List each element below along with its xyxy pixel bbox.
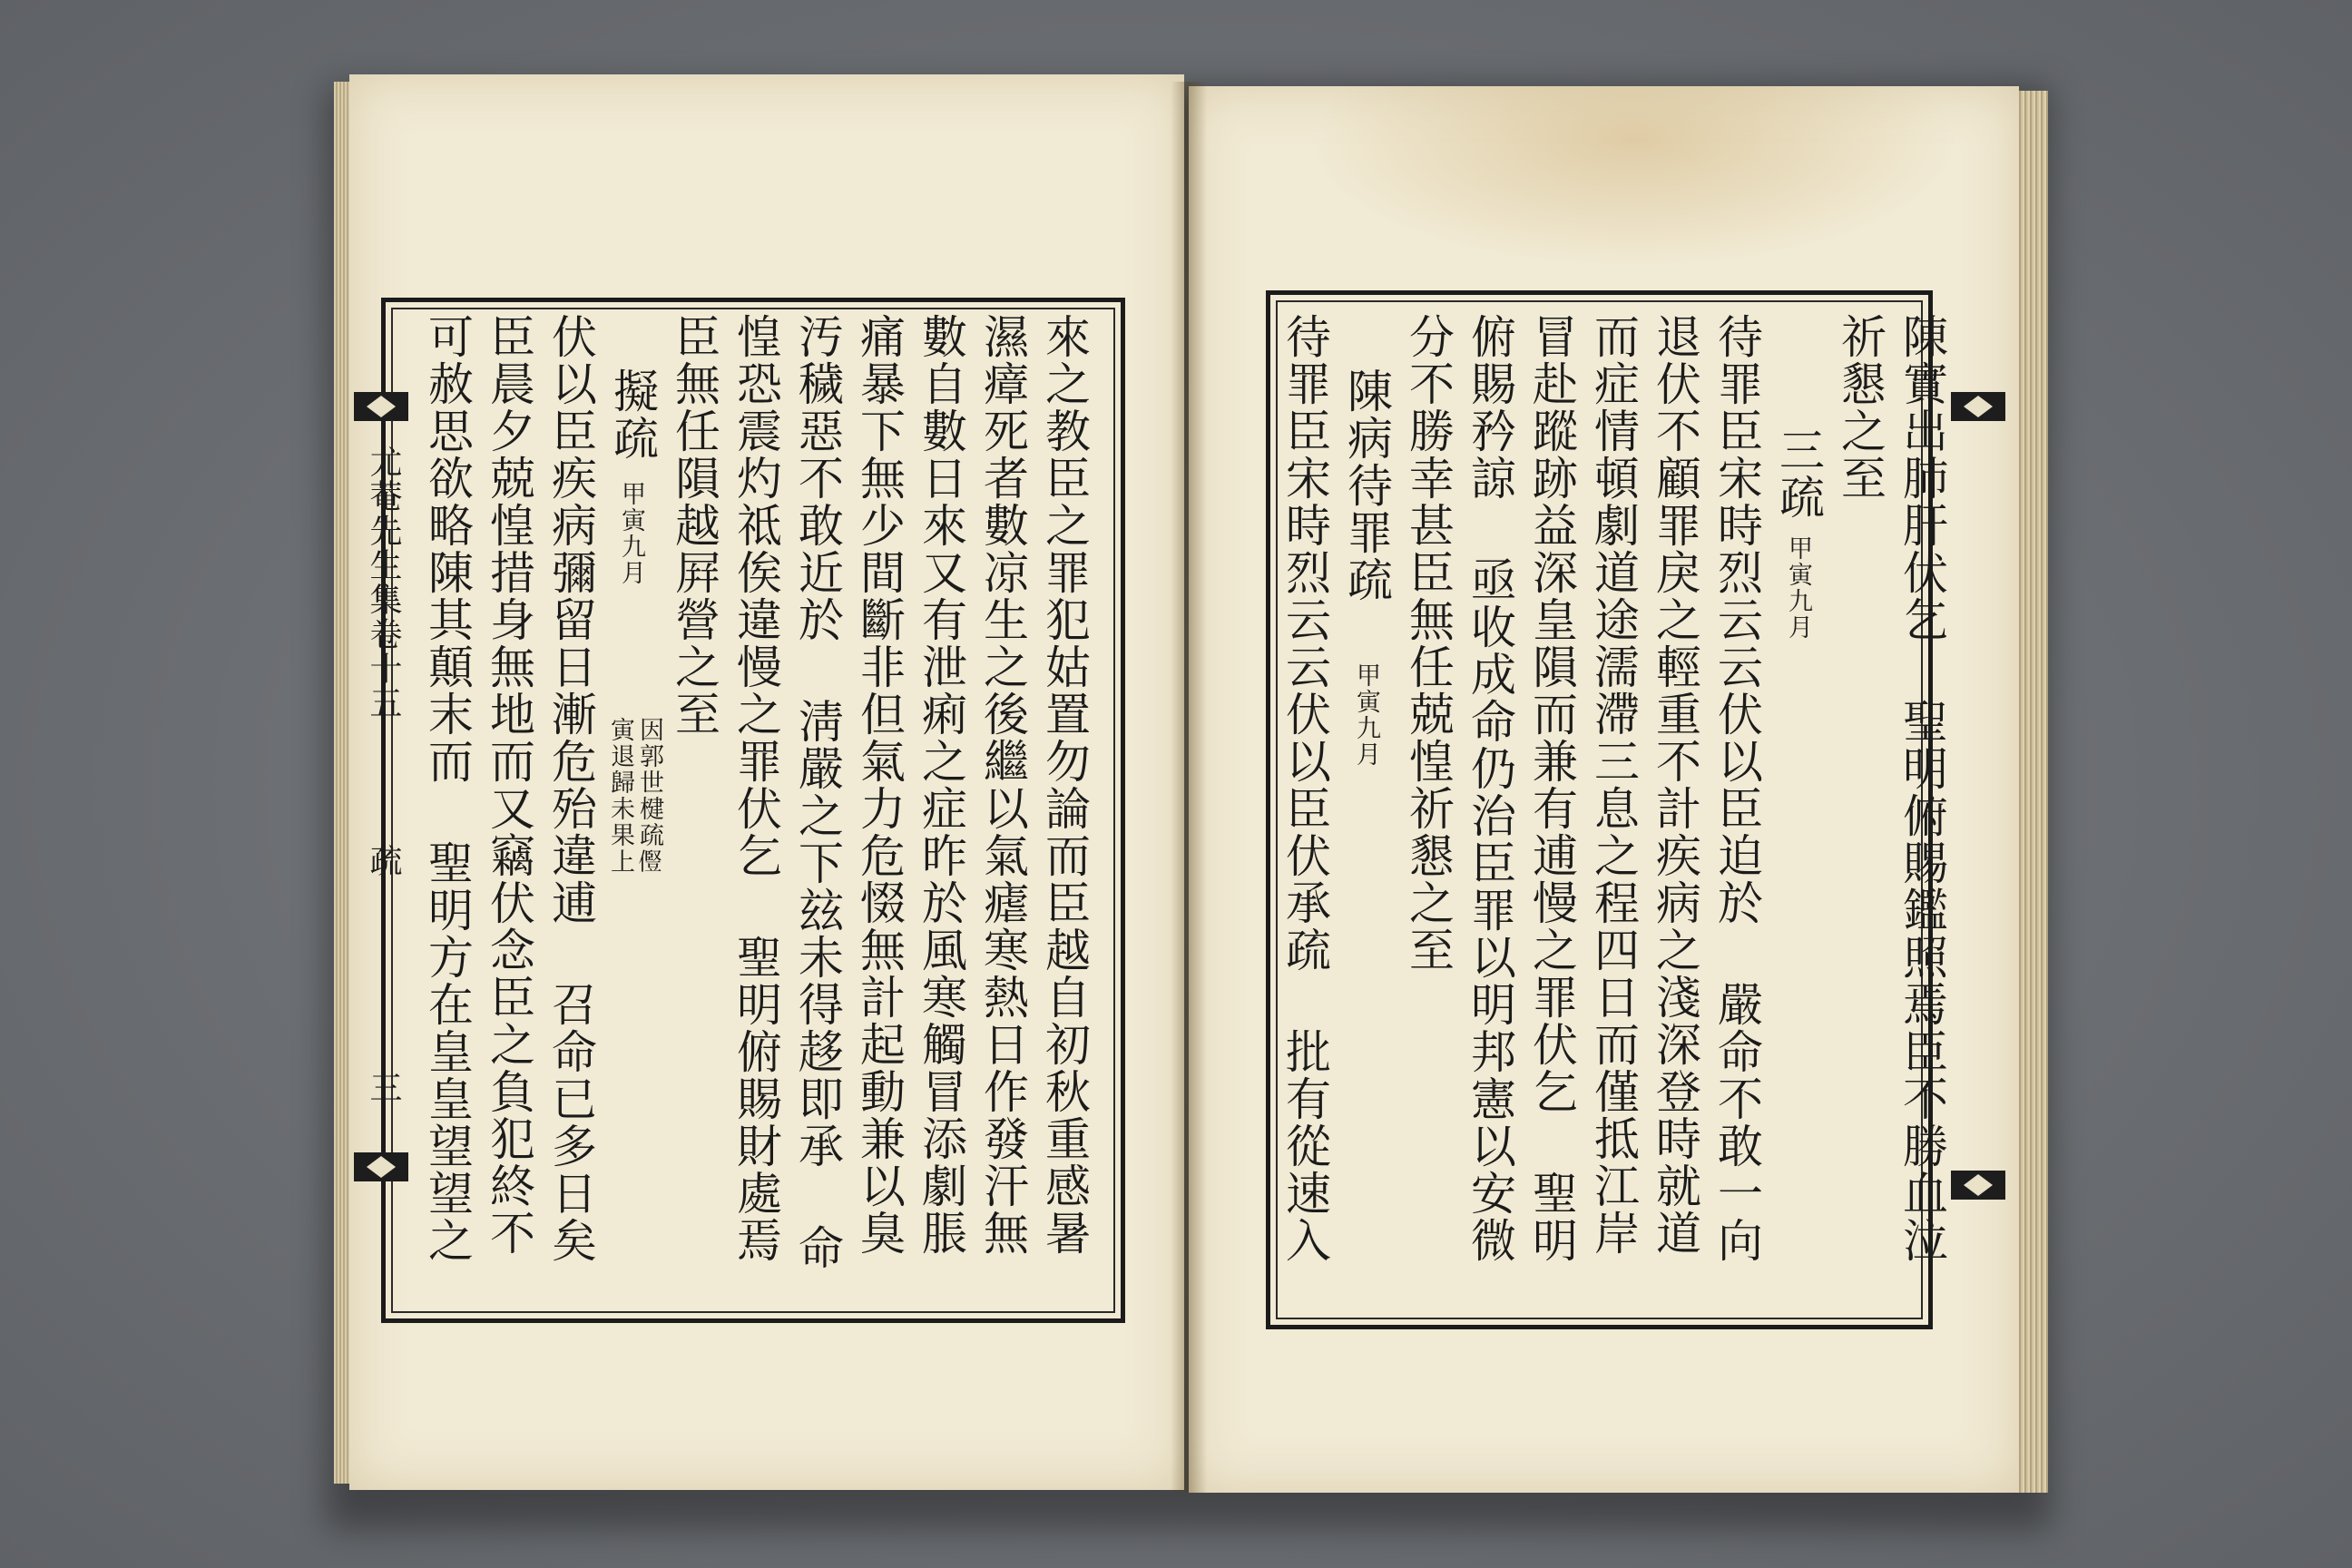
left-margin-page: 三 xyxy=(365,1071,402,1105)
left-column-heading-draft: 擬疏 xyxy=(606,368,659,462)
right-column-heading-third: 三疏 xyxy=(1772,426,1825,521)
right-column-4: 待罪臣宋時烈云云伏以臣迫於 嚴命不敢一向 xyxy=(1710,313,1763,1264)
right-column-5: 退伏不顧罪戾之輕重不計疾病之淺深登時就道 xyxy=(1649,313,1701,1257)
fishtail-mark-bottom-right xyxy=(1951,1171,2005,1200)
left-column-5: 臣無任隕越屛營之至 xyxy=(668,313,720,738)
left-column-11: 來之教臣之罪犯姑置勿論而臣越自初秋重感暑 xyxy=(1038,313,1091,1257)
right-column-9: 分不勝幸甚臣無任兢惶祈懇之至 xyxy=(1402,313,1455,974)
left-column-10: 濕瘴死者數凉生之後繼以氣瘧寒熱日作發汗無 xyxy=(976,313,1029,1257)
left-interlinear-note-2: 寅退歸未果上 xyxy=(606,717,634,875)
left-column-8: 痛暴下無少間斷非但氣力危惙無計起動兼以臭 xyxy=(853,313,906,1257)
fishtail-mark-top-left xyxy=(354,392,408,421)
right-column-6: 而症情頓劇道途濡滯三息之程四日而僅抵江岸 xyxy=(1587,313,1640,1257)
left-margin-title: 尤菴先生集卷十五 xyxy=(365,445,402,720)
left-margin-section: 疏 xyxy=(365,844,402,878)
right-column-8: 俯賜矜諒 亟收成命仍治臣罪以明邦憲以安微 xyxy=(1464,313,1516,1264)
book-gutter xyxy=(1171,82,1207,1493)
left-column-7: 汚穢惡不敢近於 淸嚴之下玆未得趍即承 命 xyxy=(791,313,844,1271)
left-column-2: 臣晨夕兢惶措身無地而又竊伏念臣之負犯終不 xyxy=(483,313,535,1257)
right-column-11: 待罪臣宋時烈云云伏以臣伏承疏 批有從速入 xyxy=(1279,313,1331,1264)
fishtail-mark-bottom-left xyxy=(354,1152,408,1181)
right-date-note-2: 甲寅九月 xyxy=(1352,662,1380,768)
left-column-3: 伏以臣疾病彌留日漸危殆違逋 召命已多日矣 xyxy=(544,313,597,1264)
left-column-1: 可赦思欲略陳其顛末而 聖明方在皇皇望望之 xyxy=(421,313,474,1264)
right-column-2: 祈懇之至 xyxy=(1834,313,1886,502)
fishtail-mark-top-right xyxy=(1951,392,2005,421)
left-column-9: 數自數日來又有泄痢之症昨於風寒觸冒添劇脹 xyxy=(915,313,967,1257)
left-column-6: 惶恐震灼祗俟違慢之罪伏乞 聖明俯賜財處焉 xyxy=(730,313,782,1264)
water-stain xyxy=(1307,86,1960,268)
right-column-heading-petition: 陳病待罪疏 xyxy=(1340,368,1393,603)
left-interlinear-note-1: 因郭世楗疏𠐊 xyxy=(635,717,663,875)
right-date-note-1: 甲寅九月 xyxy=(1784,535,1812,641)
right-column-1: 陳實出肺肝伏乞 聖明俯賜鑑照焉臣不勝血泣 xyxy=(1896,313,1948,1264)
right-column-7: 冒赴蹤跡益深皇隕而兼有逋慢之罪伏乞 聖明 xyxy=(1525,313,1578,1264)
left-date-note: 甲寅九月 xyxy=(617,481,645,586)
